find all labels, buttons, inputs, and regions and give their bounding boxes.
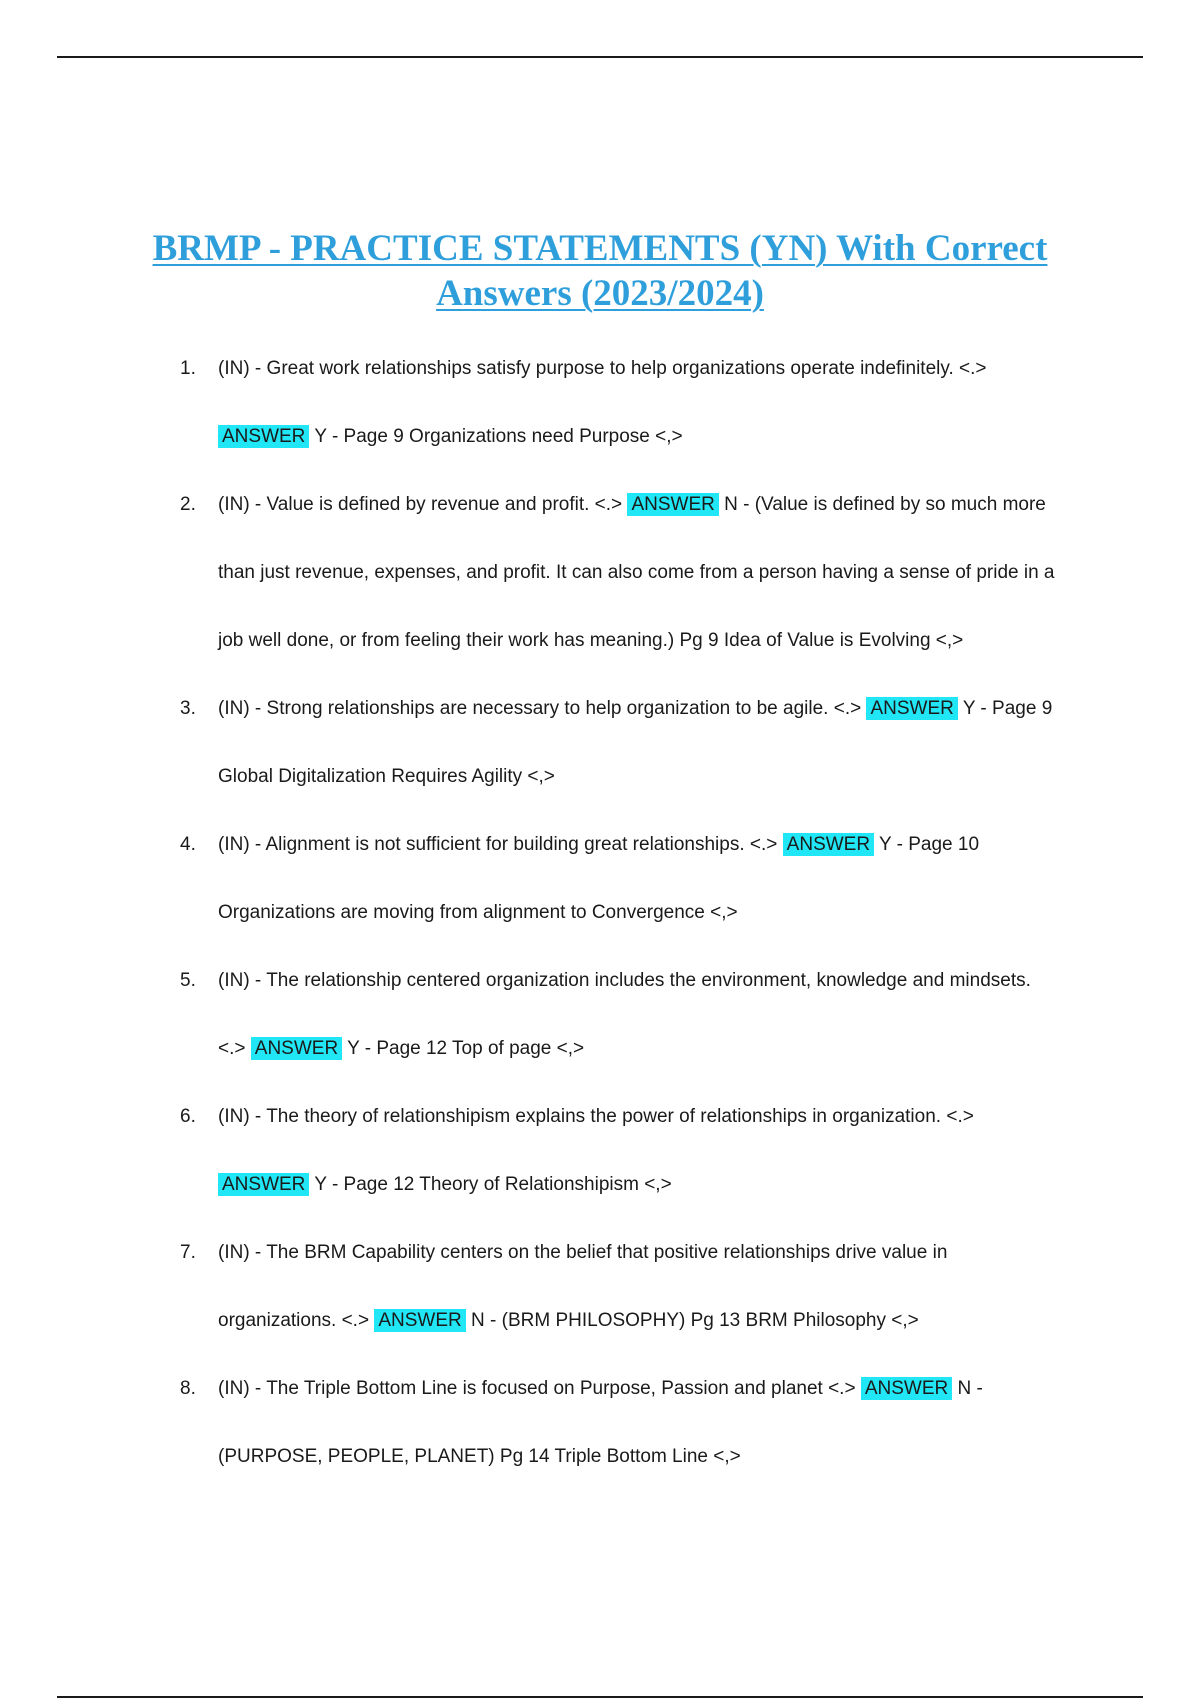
question-item xyxy=(180,1083,1060,1219)
bottom-rule xyxy=(57,1696,1143,1698)
answer-badge: ANSWER xyxy=(861,1377,952,1400)
question-statement: (IN) - Alignment is not sufficient for building great relationships. <.> xyxy=(218,834,778,855)
question-item xyxy=(180,675,1060,811)
answer-text: N - (PURPOSE, PEOPLE, PLANET) Pg 14 Triple Bottom Line <,> xyxy=(218,1378,983,1467)
answer-text: N - (BRM PHILOSOPHY) Pg 13 BRM Philosophy <,> xyxy=(471,1310,919,1331)
question-list xyxy=(180,335,1060,1491)
question-item xyxy=(180,811,1060,947)
answer-text: Y - Page 12 Top of page <,> xyxy=(347,1038,585,1059)
question-statement: (IN) - The BRM Capability centers on the belief that positive relationships drive value in organizations. <.> xyxy=(218,1242,948,1331)
answer-badge: ANSWER xyxy=(627,493,718,516)
answer-badge: ANSWER xyxy=(783,833,874,856)
question-number: 2. xyxy=(180,494,196,515)
question-item xyxy=(180,947,1060,1083)
answer-text: Y - Page 9 Organizations need Purpose <,> xyxy=(314,426,683,447)
question-statement: (IN) - The theory of relationshipism explains the power of relationships in organization. <.> xyxy=(218,1106,974,1127)
question-statement: (IN) - The Triple Bottom Line is focused on Purpose, Passion and planet <.> xyxy=(218,1378,856,1399)
top-rule xyxy=(57,56,1143,58)
answer-text: N - (Value is defined by so much more than just revenue, expenses, and profit. It can also come from a person having a sense of pride in a job well done, or from feeling their work has meaning.) Pg 9 Idea of Value is Evolving <,> xyxy=(218,494,1055,651)
question-number: 6. xyxy=(180,1106,196,1127)
question-statement: (IN) - Great work relationships satisfy purpose to help organizations operate indefinitely. <.> xyxy=(218,358,987,379)
question-number: 3. xyxy=(180,698,196,719)
question-item xyxy=(180,335,1060,471)
answer-text: Y - Page 12 Theory of Relationshipism <,> xyxy=(314,1174,672,1195)
question-item xyxy=(180,1355,1060,1491)
answer-text: Y - Page 9 Global Digitalization Requires Agility <,> xyxy=(218,698,1053,787)
question-item xyxy=(180,1219,1060,1355)
document-title: BRMP - PRACTICE STATEMENTS (YN) With Correct Answers (2023/2024) xyxy=(152,228,1048,314)
question-number: 8. xyxy=(180,1378,196,1399)
title-block xyxy=(130,226,1070,316)
question-statement: (IN) - Value is defined by revenue and profit. <.> xyxy=(218,494,623,515)
question-statement: (IN) - The relationship centered organization includes the environment, knowledge and mindsets. <.> xyxy=(218,970,1031,1059)
answer-badge: ANSWER xyxy=(374,1309,465,1332)
question-statement: (IN) - Strong relationships are necessary to help organization to be agile. <.> xyxy=(218,698,862,719)
answer-badge: ANSWER xyxy=(218,1173,309,1196)
question-number: 7. xyxy=(180,1242,196,1263)
answer-text: Y - Page 10 Organizations are moving from alignment to Convergence <,> xyxy=(218,834,980,923)
answer-badge: ANSWER xyxy=(866,697,957,720)
question-item xyxy=(180,471,1060,675)
question-number: 5. xyxy=(180,970,196,991)
answer-badge: ANSWER xyxy=(251,1037,342,1060)
question-number: 4. xyxy=(180,834,196,855)
question-number: 1. xyxy=(180,358,196,379)
answer-badge: ANSWER xyxy=(218,425,309,448)
